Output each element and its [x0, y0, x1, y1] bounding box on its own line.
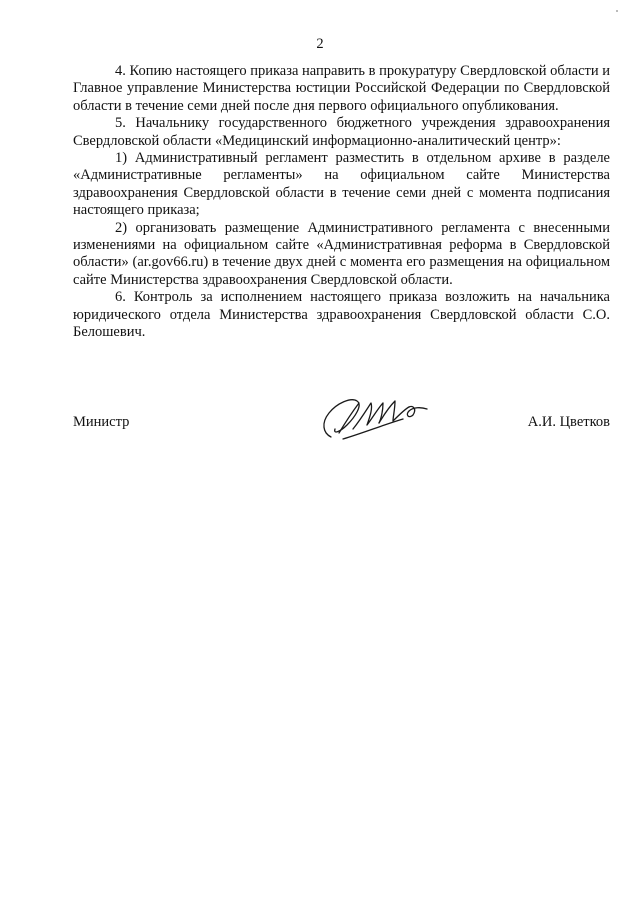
signature-block — [73, 389, 610, 449]
page-number: 2 — [316, 36, 324, 52]
handwritten-signature-icon — [313, 389, 433, 445]
signatory-name: А.И. Цветков — [527, 414, 610, 430]
paragraph-item-4: 4. Копию настоящего приказа направить в прокуратуру Свердловской области и Главное управление Министерства юстиции Российской Федерации по Свердловской области в течение семи дней после дня первого официального опубликования. — [73, 63, 610, 114]
paragraph-item-5-2: 2) организовать размещение Административного регламента с внесенными изменениями на официальном сайте «Административная реформа в Свердловской области» (ar.gov66.ru) в течение двух дней с момента его размещения на официальном сайте Министерства здравоохранения Свердловской области. — [73, 219, 610, 288]
paragraph-item-6: 6. Контроль за исполнением настоящего приказа возложить на начальника юридического отдела Министерства здравоохранения Свердловской области С.О. Белошевич. — [73, 289, 610, 341]
signatory-title: Министр — [73, 414, 130, 430]
scan-artifact-dot — [616, 10, 618, 12]
paragraph-item-5: 5. Начальнику государственного бюджетного учреждения здравоохранения Свердловской области «Медицинский информационно-аналитический центр»: — [73, 115, 610, 149]
document-body — [73, 63, 610, 342]
paragraph-item-5-1: 1) Административный регламент разместить в отдельном архиве в разделе «Административные регламенты» на официальном сайте Министерства здравоохранения Свердловской области в течение семи дней с момента подписания настоящего приказа; — [73, 150, 610, 219]
